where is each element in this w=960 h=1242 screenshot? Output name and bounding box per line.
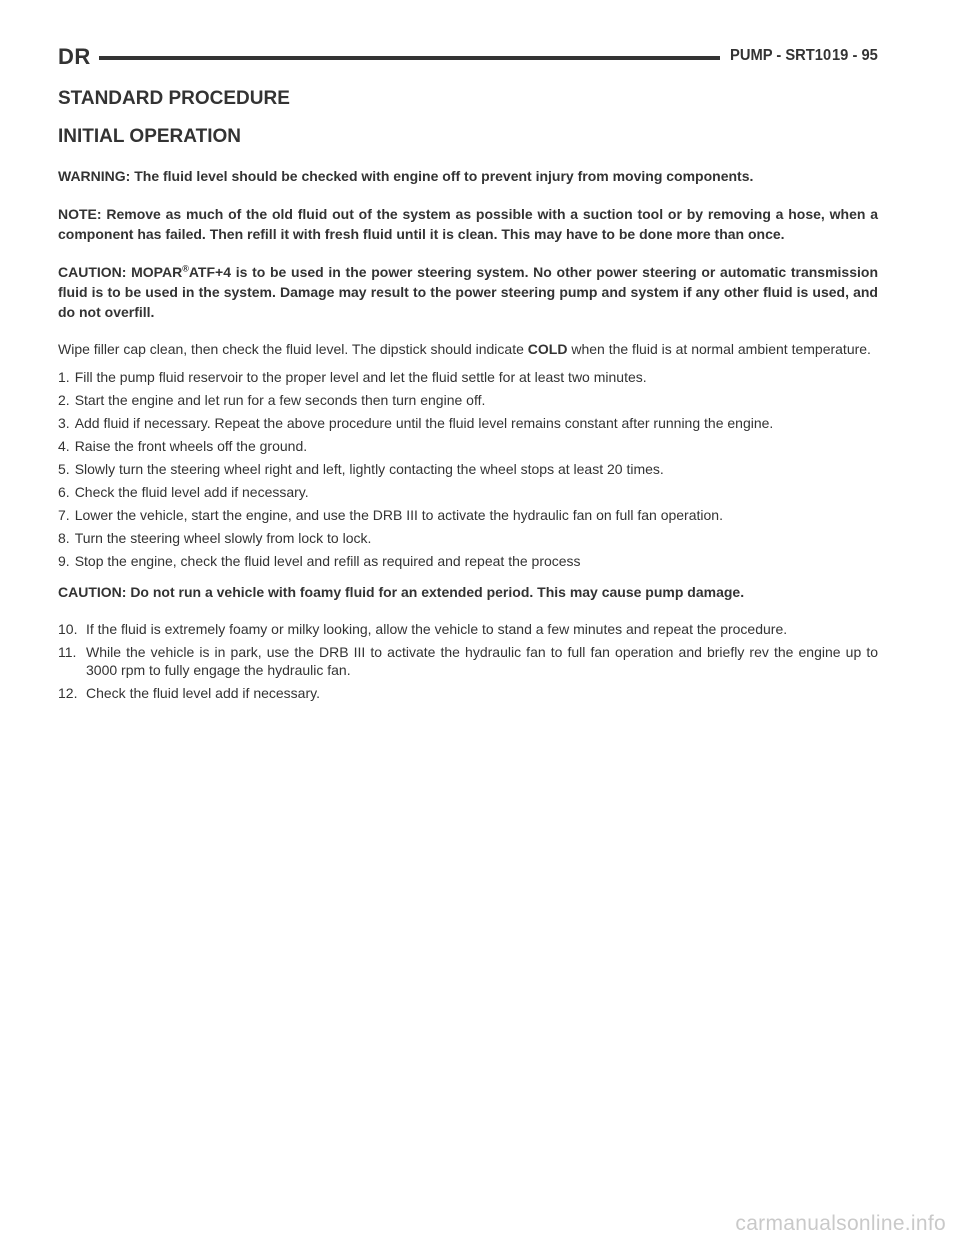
procedure-step xyxy=(58,414,878,432)
step-number: 11. xyxy=(58,644,77,660)
page-content xyxy=(58,86,878,714)
procedure-step xyxy=(58,506,878,524)
caution-text-fluid-type xyxy=(58,262,878,322)
cold-keyword: COLD xyxy=(527,341,568,357)
step-number: 6. xyxy=(58,484,70,500)
step-text: Raise the front wheels off the ground. xyxy=(74,438,308,454)
step-text: Check the fluid level add if necessary. xyxy=(74,484,309,500)
warning-text: WARNING: The fluid level should be checked with engine off to prevent injury from moving components. xyxy=(58,168,754,184)
step-text: While the vehicle is in park, use the DRB III to activate the hydraulic fan to full fan operation and briefly rev the engine up to 3000 rpm to fully engage the hydraulic fan. xyxy=(86,644,878,678)
procedure-steps-list-continued xyxy=(58,620,878,702)
step-number: 12. xyxy=(58,685,78,701)
step-text: Fill the pump fluid reservoir to the proper level and let the fluid settle for at least two minutes. xyxy=(74,369,647,385)
procedure-step xyxy=(58,684,878,702)
step-number: 5. xyxy=(58,461,70,477)
procedure-step xyxy=(58,552,878,570)
step-number: 2. xyxy=(58,392,70,408)
note-text: NOTE: Remove as much of the old fluid out of the system as possible with a suction tool or by removing a hose, when a component has failed. Then refill it with fresh fluid until it is clean. This may have to be done more than once. xyxy=(58,206,878,242)
heading-standard-procedure: STANDARD PROCEDURE xyxy=(58,88,290,109)
registered-mark: ® xyxy=(182,263,189,274)
step-text: Turn the steering wheel slowly from lock to lock. xyxy=(74,530,372,546)
model-code: DR xyxy=(58,44,91,69)
procedure-step xyxy=(58,483,878,501)
procedure-step xyxy=(58,437,878,455)
intro-text-before: Wipe filler cap clean, then check the fluid level. The dipstick should indicate xyxy=(58,341,528,357)
page-number: 19 - 95 xyxy=(832,47,878,64)
step-number: 3. xyxy=(58,415,70,431)
step-text: Add fluid if necessary. Repeat the above procedure until the fluid level remains constant after running the engine. xyxy=(74,415,774,431)
procedure-step xyxy=(58,620,878,638)
procedure-step xyxy=(58,460,878,478)
step-number: 9. xyxy=(58,553,70,569)
step-text: Check the fluid level add if necessary. xyxy=(86,685,320,701)
section-title: PUMP - SRT10 xyxy=(730,47,832,64)
header-rule xyxy=(99,56,720,60)
step-text: Slowly turn the steering wheel right and left, lightly contacting the wheel stops at least 20 times. xyxy=(74,461,664,477)
procedure-step xyxy=(58,643,878,679)
step-number: 8. xyxy=(58,530,70,546)
caution-text-foamy-fluid: CAUTION: Do not run a vehicle with foamy fluid for an extended period. This may cause pump damage. xyxy=(58,584,745,600)
step-number: 7. xyxy=(58,507,70,523)
step-number: 1. xyxy=(58,369,70,385)
watermark: carmanualsonline.info xyxy=(735,1212,946,1235)
heading-initial-operation: INITIAL OPERATION xyxy=(58,126,241,147)
step-text: Start the engine and let run for a few seconds then turn engine off. xyxy=(74,392,486,408)
caution-prefix: CAUTION: MOPAR xyxy=(58,264,183,280)
procedure-step xyxy=(58,368,878,386)
step-text: Lower the vehicle, start the engine, and use the DRB III to activate the hydraulic fan on full fan operation. xyxy=(74,507,723,523)
intro-text-after: when the fluid is at normal ambient temperature. xyxy=(567,341,871,357)
procedure-step xyxy=(58,391,878,409)
caution-suffix: ATF+4 is to be used in the power steering system. No other power steering or automatic transmission fluid is to be used in the system. Damage may result to the power steering pump and system if any other fluid is used, and do not overfill. xyxy=(58,264,878,320)
procedure-steps-list xyxy=(58,368,878,570)
step-number: 4. xyxy=(58,438,70,454)
step-number: 10. xyxy=(58,621,78,637)
step-text: Stop the engine, check the fluid level and refill as required and repeat the process xyxy=(74,553,581,569)
step-text: If the fluid is extremely foamy or milky looking, allow the vehicle to stand a few minutes and repeat the procedure. xyxy=(86,621,788,637)
intro-paragraph xyxy=(58,340,878,358)
page-header xyxy=(58,44,878,74)
procedure-step xyxy=(58,529,878,547)
